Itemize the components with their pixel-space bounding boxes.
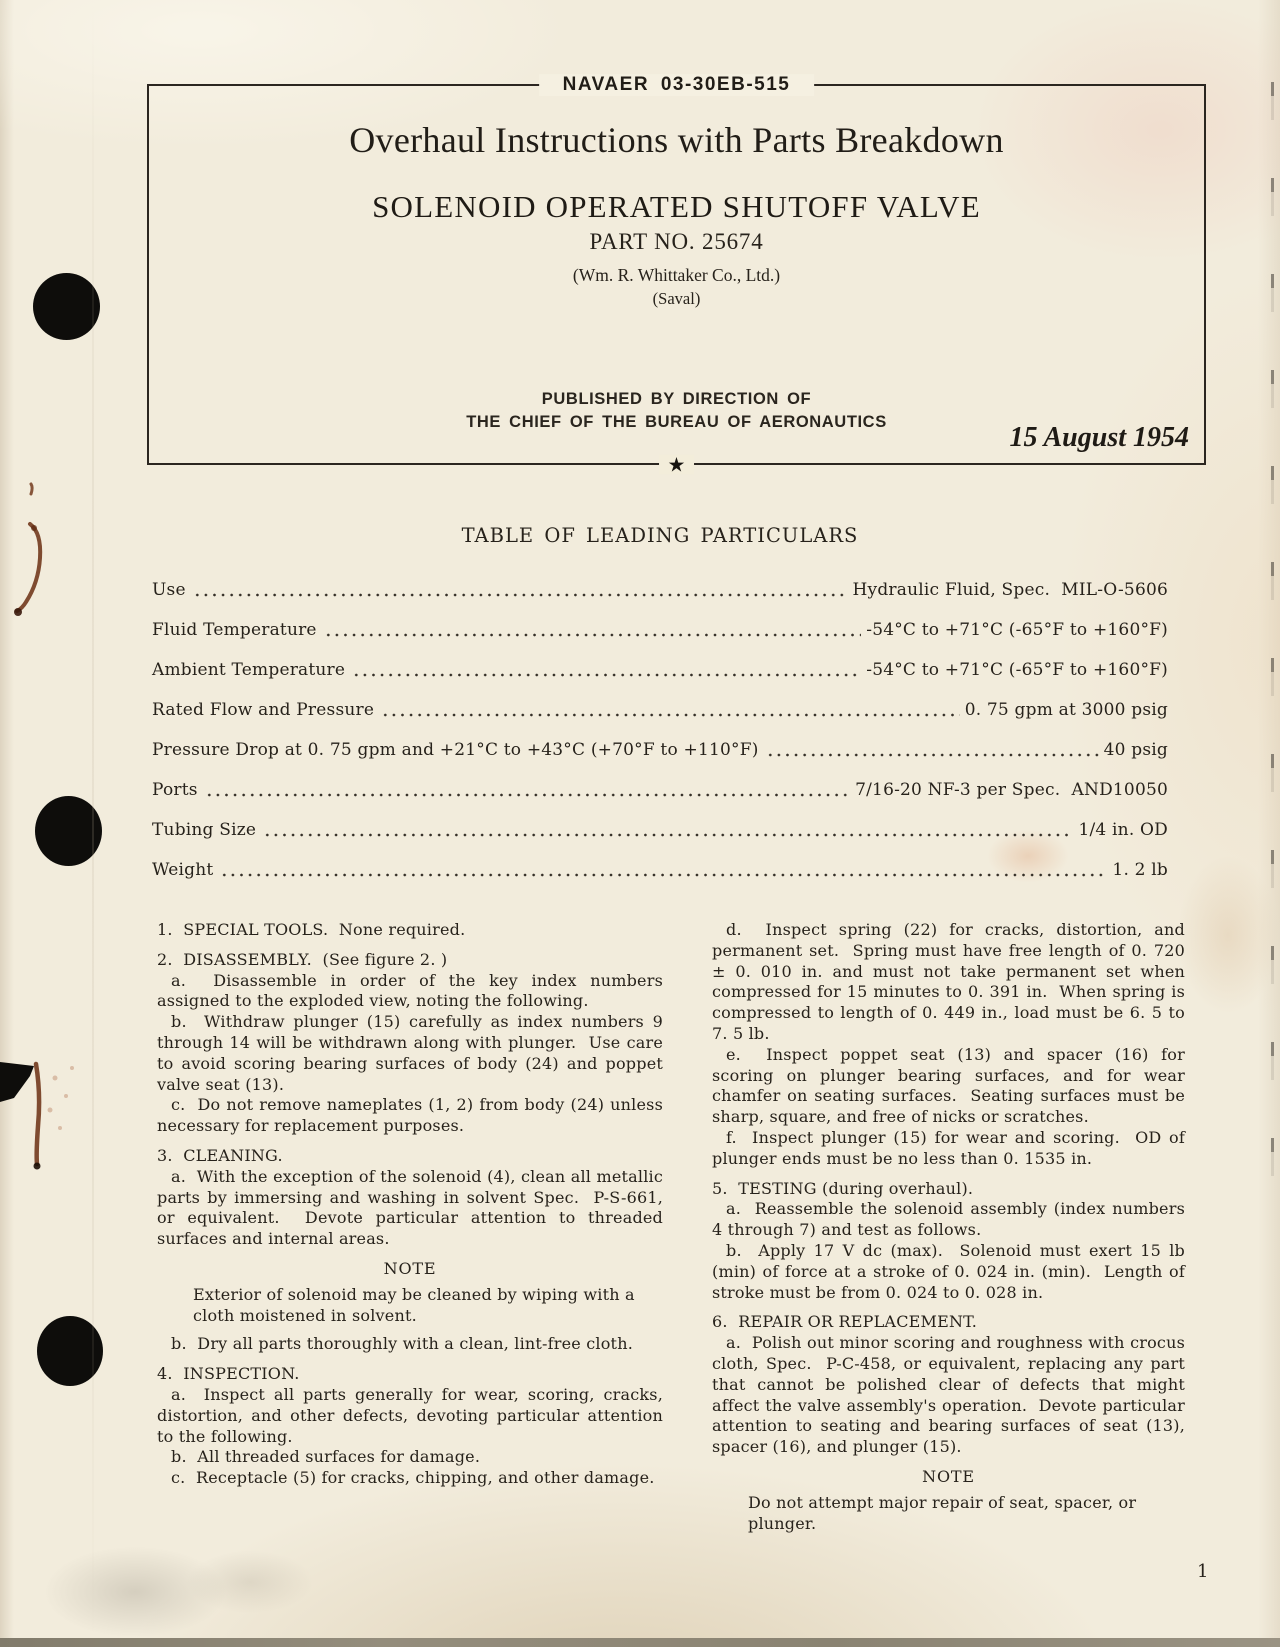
manufacturer: (Wm. R. Whittaker Co., Ltd.) <box>572 265 781 285</box>
paragraph: f. Inspect plunger (15) for wear and scoring. OD of plunger ends must be no less than 0. 1535 in. <box>712 1127 1185 1168</box>
paragraph: c. Receptacle (5) for cracks, chipping, and other damage. <box>171 1468 655 1488</box>
column-left <box>157 920 663 1542</box>
particulars-row <box>152 618 1168 642</box>
dot-leader <box>764 742 1099 762</box>
section-heading: 2. DISASSEMBLY. (See figure 2. ) <box>157 949 448 969</box>
paragraph: a. With the exception of the solenoid (4), clean all metallic parts by immersing and washing in solvent Spec. P-S-661, or equivalent. Devote particular attention to threaded surfaces and internal areas. <box>157 1166 663 1249</box>
binder-hole <box>33 273 100 340</box>
paragraph: b. Apply 17 V dc (max). Solenoid must exert 15 lb (min) of force at a stroke of 0. 024 in. (min). Length of stroke must be from 0. 024 to 0. 028 in. <box>712 1240 1185 1302</box>
paragraph: b. Withdraw plunger (15) carefully as index numbers 9 through 14 will be withdrawn along with plunger. Use care to avoid scoring bearing surfaces of body (24) and poppet valve seat (13). <box>157 1012 663 1094</box>
dot-leader <box>350 662 861 682</box>
particulars-row <box>152 778 1168 802</box>
instruction-columns <box>157 920 1185 1542</box>
particular-value: Hydraulic Fluid, Spec. MIL-O-5606 <box>852 580 1168 600</box>
dot-leader <box>261 822 1073 842</box>
paragraph: a. Reassemble the solenoid assembly (index numbers 4 through 7) and test as follows. <box>712 1199 1185 1240</box>
particular-label: Use <box>152 580 186 600</box>
note-body: Do not attempt major repair of seat, spacer, or plunger. <box>748 1492 1137 1533</box>
particulars-row <box>152 818 1168 842</box>
doc-number: NAVAER 03-30EB-515 <box>539 74 815 96</box>
particular-label: Tubing Size <box>152 820 257 840</box>
scan-edge-shadow <box>1271 82 1274 1212</box>
paper-crease <box>92 0 94 1647</box>
paragraph: d. Inspect spring (22) for cracks, distortion, and permanent set. Spring must have free length of 0. 720 ± 0. 010 in. and must not take permanent set when compressed for 15 minutes to 0. 391 in. When spring is compressed to length of 0. 449 in., load must be 6. 5 to 7. 5 lb. <box>712 920 1185 1043</box>
brand-name: (Saval) <box>652 289 701 308</box>
note-heading: NOTE <box>922 1466 975 1486</box>
particular-value: 1/4 in. OD <box>1078 820 1168 840</box>
publication-date: 15 August 1954 <box>1009 422 1189 453</box>
paragraph: a. Inspect all parts generally for wear, scoring, cracks, distortion, and other defects, devoting particular attention to the following. <box>157 1384 663 1446</box>
particular-label: Fluid Temperature <box>152 620 317 640</box>
dot-leader <box>218 862 1107 882</box>
page-number: 1 <box>1197 1561 1209 1582</box>
published-by <box>466 388 887 434</box>
particular-label: Ports <box>152 780 198 800</box>
particulars-row <box>152 578 1168 602</box>
particular-label: Rated Flow and Pressure <box>152 700 375 720</box>
ink-smudge-icon <box>14 480 58 620</box>
particular-value: -54°C to +71°C (-65°F to +160°F) <box>866 660 1168 680</box>
particulars-heading: TABLE OF LEADING PARTICULARS <box>461 524 859 547</box>
paragraph: e. Inspect poppet seat (13) and spacer (16) for scoring on plunger bearing surfaces, and for wear chamfer on seating surfaces. Seating surfaces must be sharp, square, and free of nicks or scratches. <box>712 1044 1185 1127</box>
section-heading: 5. TESTING (during overhaul). <box>712 1178 974 1198</box>
dot-leader <box>379 702 960 722</box>
particulars-row <box>152 858 1168 882</box>
page-title: Overhaul Instructions with Parts Breakdown <box>349 120 1004 160</box>
leading-particulars-table <box>152 524 1168 898</box>
note-heading: NOTE <box>383 1258 437 1278</box>
paragraph: a. Disassemble in order of the key index numbers assigned to the exploded view, noting the following. <box>157 970 663 1011</box>
dot-leader <box>322 622 862 642</box>
particulars-rows <box>152 578 1168 882</box>
particular-label: Ambient Temperature <box>152 660 346 680</box>
published-line1: PUBLISHED BY DIRECTION OF <box>541 390 812 408</box>
particular-label: Weight <box>152 860 214 880</box>
paragraph: b. Dry all parts thoroughly with a clean, lint-free cloth. <box>171 1334 633 1354</box>
particular-label: Pressure Drop at 0. 75 gpm and +21°C to +43°C (+70°F to +110°F) <box>152 740 759 760</box>
particular-value: -54°C to +71°C (-65°F to +160°F) <box>866 620 1168 640</box>
particulars-row <box>152 698 1168 722</box>
masthead-box <box>147 74 1206 477</box>
particulars-row <box>152 658 1168 682</box>
dot-leader <box>203 782 850 802</box>
paragraph: c. Do not remove nameplates (1, 2) from body (24) unless necessary for replacement purposes. <box>157 1095 663 1136</box>
particular-value: 1. 2 lb <box>1112 860 1168 880</box>
section-heading: 4. INSPECTION. <box>157 1364 300 1384</box>
ink-blot-icon <box>0 1048 96 1173</box>
section-heading: 6. REPAIR OR REPLACEMENT. <box>712 1312 977 1332</box>
particular-value: 40 psig <box>1103 740 1168 760</box>
particulars-row <box>152 738 1168 762</box>
dot-leader <box>191 582 848 602</box>
part-number: PART NO. 25674 <box>589 229 764 254</box>
paragraph: a. Polish out minor scoring and roughness with crocus cloth, Spec. P-C-458, or equivalent, replacing any part that cannot be polished clear of defects that might affect the valve assembly's operation. Devote particular attention to seating and bearing surfaces of seat (13), spacer (16), and plunger (15). <box>712 1333 1185 1457</box>
particular-value: 0. 75 gpm at 3000 psig <box>964 700 1168 720</box>
particular-value: 7/16-20 NF-3 per Spec. AND10050 <box>855 780 1168 800</box>
section-heading: 3. CLEANING. <box>157 1145 283 1165</box>
star-icon: ★ <box>659 454 695 474</box>
section-heading: 1. SPECIAL TOOLS. None required. <box>157 920 466 939</box>
note-body: Exterior of solenoid may be cleaned by wiping with a cloth moistened in solvent. <box>193 1284 635 1325</box>
published-line2: THE CHIEF OF THE BUREAU OF AERONAUTICS <box>466 413 887 431</box>
scan-bottom-edge <box>0 1638 1280 1647</box>
paragraph: b. All threaded surfaces for damage. <box>171 1447 481 1467</box>
column-right <box>712 920 1185 1542</box>
equipment-title: SOLENOID OPERATED SHUTOFF VALVE <box>372 189 981 224</box>
